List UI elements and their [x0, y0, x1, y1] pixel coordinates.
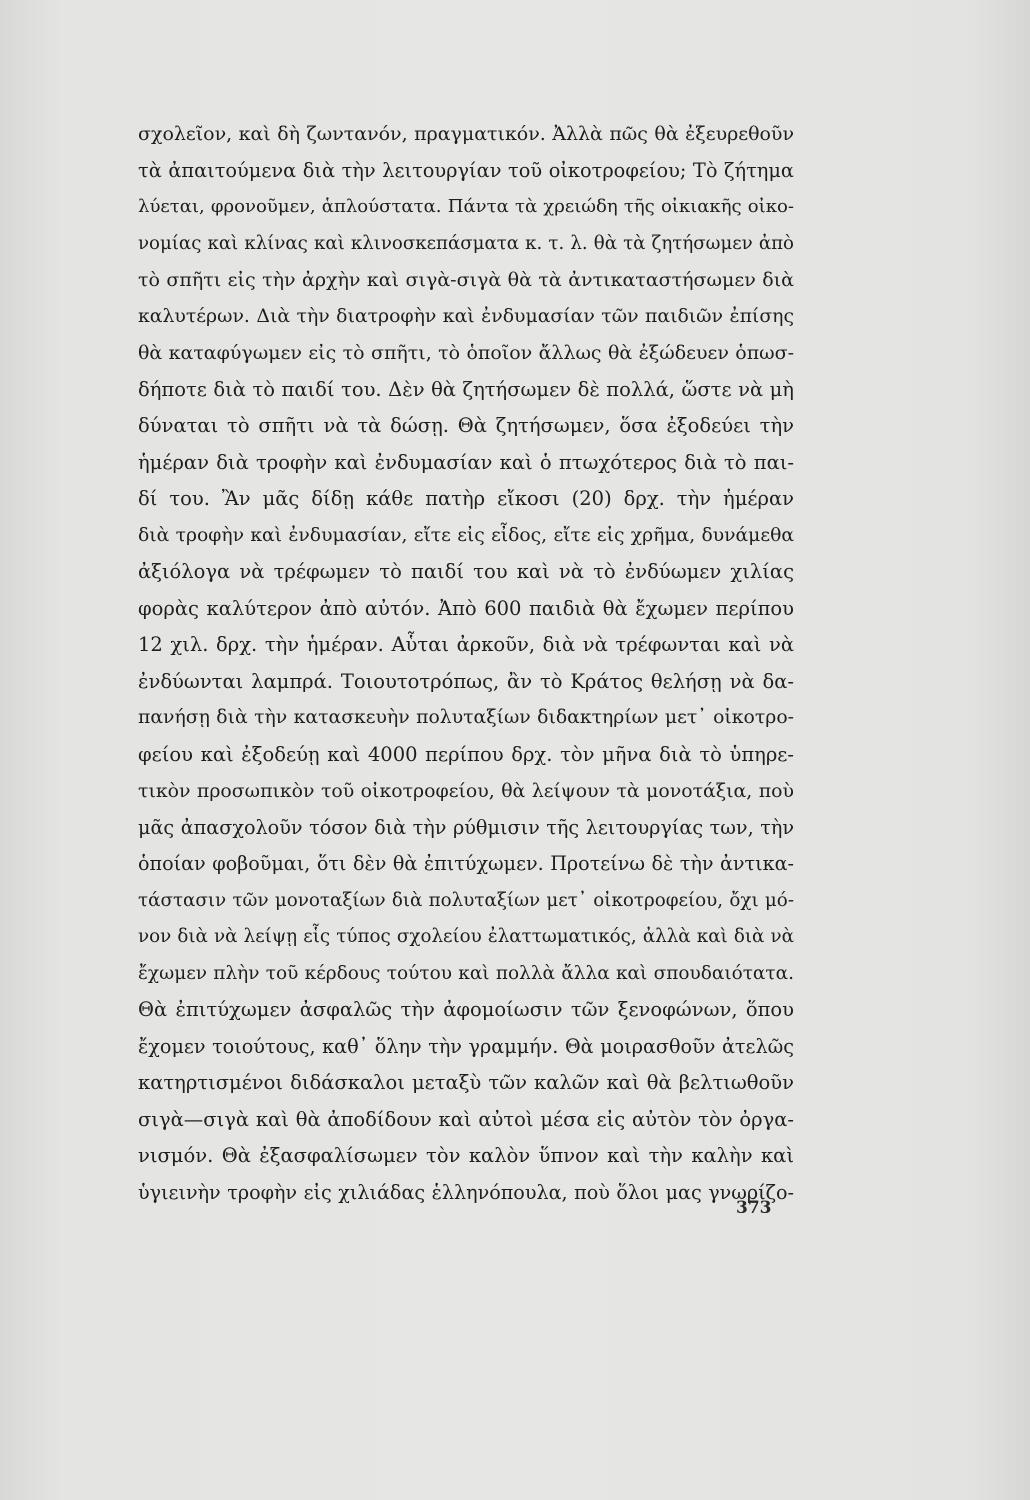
text-line: θὰ καταφύγωμεν εἰς τὸ σπῆτι, τὸ ὁποῖον ἄλλως θὰ ἐξώδευεν ὁπωσ- — [138, 342, 794, 364]
text-line: δί του. Ἂν μᾶς δίδῃ κάθε πατὴρ εἴκοσι (20) δρχ. τὴν ἡμέραν — [138, 487, 794, 510]
text-line: νον διὰ νὰ λείψῃ εἷς τύπος σχολείου ἐλαττωματικός, ἀλλὰ καὶ διὰ νὰ — [138, 926, 794, 947]
text-line: φείου καὶ ἐξοδεύῃ καὶ 4000 περίπου δρχ. τὸν μῆνα διὰ τὸ ὑπηρε- — [138, 742, 794, 766]
text-line: ἔχομεν τοιούτους, καθ᾽ ὅλην τὴν γραμμήν. Θὰ μοιρασθοῦν ἀτελῶς — [138, 1034, 794, 1058]
text-line: κατηρτισμένοι διδάσκαλοι μεταξὺ τῶν καλῶν καὶ θὰ βελτιωθοῦν — [138, 1071, 794, 1094]
text-line: τὰ ἀπαιτούμενα διὰ τὴν λειτουργίαν τοῦ οἰκοτροφείου; Τὸ ζήτημα — [138, 158, 794, 182]
text-line: τὸ σπῆτι εἰς τὴν ἀρχὴν καὶ σιγὰ-σιγὰ θὰ τὰ ἀντικαταστήσωμεν διὰ — [138, 269, 794, 291]
text-line: λύεται, φρονοῦμεν, ἁπλούστατα. Πάντα τὰ χρειώδη τῆς οἰκιακῆς οἰκο- — [138, 196, 794, 217]
text-line: ὁποίαν φοβοῦμαι, ὅτι δὲν θὰ ἐπιτύχωμεν. Προτείνω δὲ τὴν ἀντικα- — [138, 852, 794, 875]
text-line: ἐνδύωνται λαμπρά. Τοιουτοτρόπως, ἂν τὸ Κράτος θελήσῃ νὰ δα- — [138, 669, 794, 693]
text-line: δήποτε διὰ τὸ παιδί του. Δὲν θὰ ζητήσωμεν δὲ πολλά, ὥστε νὰ μὴ — [138, 377, 794, 401]
text-line: 12 χιλ. δρχ. τὴν ἡμέραν. Αὗται ἀρκοῦν, διὰ νὰ τρέφωνται καὶ νὰ — [138, 633, 794, 656]
text-line: φορὰς καλύτερον ἀπὸ αὐτόν. Ἀπὸ 600 παιδιὰ θὰ ἔχωμεν περίπου — [138, 596, 794, 620]
text-line: ὑγιεινὴν τροφὴν εἰς χιλιάδας ἑλληνόπουλα, ποὺ ὅλοι μας γνωρίζο- — [138, 1180, 794, 1204]
text-line: ἔχωμεν πλὴν τοῦ κέρδους τούτου καὶ πολλὰ ἄλλα καὶ σπουδαιότατα. — [138, 962, 794, 984]
text-line: ἡμέραν διὰ τροφὴν καὶ ἐνδυμασίαν καὶ ὁ πτωχότερος διὰ τὸ παι- — [138, 450, 794, 474]
text-line: τικὸν προσωπικὸν τοῦ οἰκοτροφείου, θὰ λείψουν τὰ μονοτάξια, ποὺ — [138, 780, 794, 802]
text-line: πανήσῃ διὰ τὴν κατασκευὴν πολυταξίων διδακτηρίων μετ᾽ οἰκοτρο- — [138, 707, 794, 728]
text-line: τάστασιν τῶν μονοταξίων διὰ πολυταξίων μετ᾽ οἰκοτροφείου, ὄχι μό- — [138, 889, 794, 911]
text-line: δύναται τὸ σπῆτι νὰ τὰ δώσῃ. Θὰ ζητήσωμεν, ὅσα ἐξοδεύει τὴν — [138, 414, 794, 437]
text-line: νισμόν. Θὰ ἐξασφαλίσωμεν τὸν καλὸν ὕπνον καὶ τὴν καλὴν καὶ — [138, 1144, 794, 1167]
text-line: νομίας καὶ κλίνας καὶ κλινοσκεπάσματα κ. τ. λ. θὰ τὰ ζητήσωμεν ἀπὸ — [138, 232, 794, 254]
page-number: 373 — [736, 1198, 772, 1218]
text-line: διὰ τροφὴν καὶ ἐνδυμασίαν, εἴτε εἰς εἶδος, εἴτε εἰς χρῆμα, δυνάμεθα — [138, 524, 794, 546]
text-line: ἀξιόλογα νὰ τρέφωμεν τὸ παιδί του καὶ νὰ τὸ ἐνδύωμεν χιλίας — [138, 560, 794, 583]
text-line: Θὰ ἐπιτύχωμεν ἀσφαλῶς τὴν ἀφομοίωσιν τῶν ξενοφώνων, ὅπου — [138, 998, 794, 1021]
text-line: σιγὰ—σιγὰ καὶ θὰ ἀποδίδουν καὶ αὐτοὶ μέσα εἰς αὐτὸν τὸν ὀργα- — [138, 1107, 794, 1131]
body-text — [138, 116, 794, 1211]
text-line: μᾶς ἀπασχολοῦν τόσον διὰ τὴν ρύθμισιν τῆς λειτουργίας των, τὴν — [138, 815, 794, 839]
text-line: σχολεῖον, καὶ δὴ ζωντανόν, πραγματικόν. Ἀλλὰ πῶς θὰ ἐξευρεθοῦν — [138, 123, 794, 145]
text-line: καλυτέρων. Διὰ τὴν διατροφὴν καὶ ἐνδυμασίαν τῶν παιδιῶν ἐπίσης — [138, 305, 794, 327]
